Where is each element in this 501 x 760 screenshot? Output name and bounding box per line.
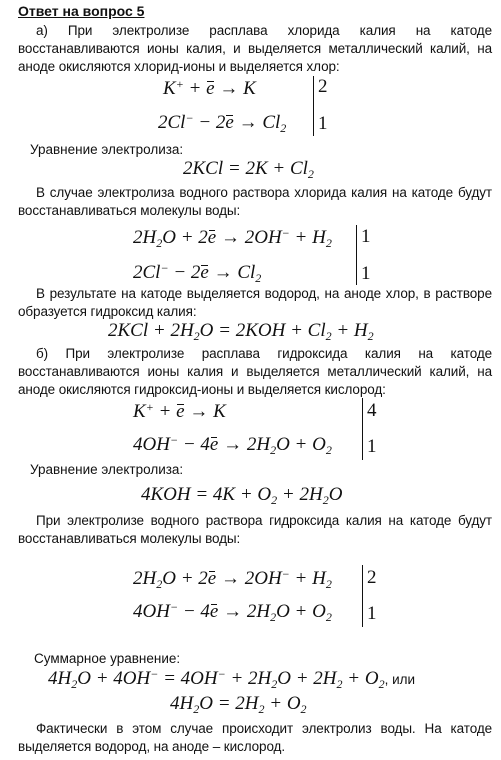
coefficient-divider	[313, 76, 314, 136]
summary-label: Суммарное уравнение:	[34, 651, 181, 666]
paragraph-aqueous-kcl: В случае электролиза водного раствора хлорида калия на катоде будут восстанавливаться молекулы воды:	[18, 185, 492, 218]
coefficient-divider	[362, 398, 363, 460]
equation-water-reduction: $2H_2O + 2e \to 2OH^- + H_2$	[133, 226, 332, 250]
equation-cl-oxidation: $2Cl^- - 2e \to Cl_2$	[158, 111, 287, 135]
equation-water-electrolysis: $4H_2O = 2H_2 + O_2$	[170, 693, 307, 716]
equation-k-reduction: K+ + e → K	[133, 400, 226, 422]
coefficient: 4	[367, 400, 377, 421]
paragraph-a-intro: а) При электролизе расплава хлорида калия на катоде восстанавливаются ионы калия, и выделяется металлический калий, на аноде окисляются хлорид-ионы и выделяется хлор:	[18, 23, 492, 74]
equation-oh-oxidation: $4OH^- - 4e \to 2H_2O + O_2$	[133, 600, 332, 624]
paragraph-aqueous-koh: При электролизе водного раствора гидроксида калия на катоде будут восстанавливаться молекулы воды:	[18, 513, 492, 546]
paragraph-b-intro: б) При электролизе расплава гидроксида калия на катоде восстанавливаются ионы калия и выделяется металлический калий, на аноде окисляются гидроксид-ионы и выделяется кислород:	[18, 346, 492, 397]
coefficient-divider	[362, 565, 363, 627]
equation-overall-koh-melt: $4KOH = 4K + O_2 + 2H_2O$	[141, 484, 343, 507]
coefficient: 1	[318, 113, 328, 134]
coefficient: 1	[367, 436, 377, 457]
coefficient: 1	[361, 263, 371, 284]
coefficient-divider	[356, 225, 357, 285]
equation-label: Уравнение электролиза:	[30, 142, 184, 157]
coefficient: 1	[367, 603, 377, 624]
equation-label: Уравнение электролиза:	[30, 462, 184, 477]
coefficient: 2	[318, 76, 328, 97]
coefficient: 2	[367, 567, 377, 588]
equation-k-reduction: K+ + e → K	[163, 77, 256, 99]
or-word: , или	[384, 672, 416, 687]
equation-oh-oxidation: $4OH^- - 4e \to 2H_2O + O_2$	[133, 433, 332, 457]
equation-overall-aqueous-kcl: $2KCl + 2H_2O = 2KOH + Cl_2 + H_2$	[108, 320, 374, 343]
paragraph-conclusion: Фактически в этом случае происходит электролиз воды. На катоде выделяется водород, на аноде – кислород.	[18, 721, 492, 754]
question-title: Ответ на вопрос 5	[18, 3, 145, 19]
coefficient: 1	[361, 226, 371, 247]
equation-cl-oxidation: $2Cl^- - 2e \to Cl_2$	[133, 261, 262, 285]
equation-water-reduction: $2H_2O + 2e \to 2OH^- + H_2$	[133, 567, 332, 591]
equation-overall-melt: $2KCl = 2K + Cl_2$	[183, 158, 314, 181]
equation-summary: $4H_2O + 4OH^- = 4OH^- + 2H_2O + 2H_2 + O_2$, или	[48, 667, 416, 691]
paragraph-result: В результате на катоде выделяется водород, на аноде хлор, в растворе образуется гидроксид калия:	[18, 286, 492, 319]
